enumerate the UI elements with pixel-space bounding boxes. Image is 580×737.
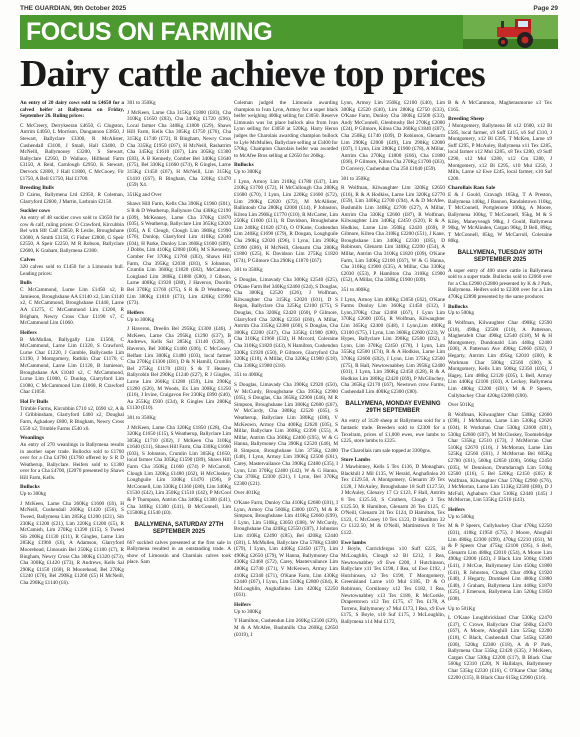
report-paragraph: C McCammond, Lurne Lim £1450 x2, B Jamieson, Broughshane AA £1140 x2, Lim £1140 x2, C McCammond, Broughshane £1440, Larne AA £1275, C McCammond Lim £1200, R Brigham, Newry Cross Char £1190 x7, C McCammond Lim £1060. xyxy=(20,287,124,327)
report-paragraph: J Mawhinney, Kells 5 Tex £136, D Monaghan, Blackhill 2 Mil £135, W Herald, Anghafinlea 20 Tex £129.50, A Montgomery, Glenarm 39 Tex £128, J McAuley, Broughshane 18 Suff £127.50, J McAuley, Glenavy 17 Cr £123, F Hall, Antrim 8 Tex £125.50, S Crothers, Clough 3 Tex £125.50, R Hamilton, Glenarm 26 Tex £125, C O'Neill, Glenarm 24 Tex £124, D Hamilton, Tex £123, C McCooey 10 Tex £123, D Hamilton 32 Cr £122.50, M & O'Neill, Martinstown 8 Tex £122. xyxy=(341,464,445,537)
report-paragraph: 351Kg and Over xyxy=(127,191,162,198)
report-paragraph: Up to 500kg xyxy=(448,310,474,317)
report-paragraph: Lynn, Armoy Lim 250Kg £2100 (£40), Lim 300Kg £2520 (£40), Lim 280Kg £2750 (£33), O'Kane Farm, Dunloy Cha 300Kg £2500 (£33), Andy McConnell, Glenbrushy Bel 270Kg £2000 (£24), P Gilmore, Kilrea Cha 260Kg £1840 (£07), Cha 250Kg £1740 (£09), D Robinson, Glenarm Lim 290Kg £2000 (£49), Lim 290Kg £2000 (£07), I Lynn, Lim 280Kg £1900 (£78), A Millar, Antrim Cha 270Kg £1800 (£66), Cha £1800 (£66), P Gilmore, Kilrea Cha 270Kg £1700 (£63), D Convery, Cushendun Cha 250 £1640 (£59). xyxy=(341,100,445,172)
report-paragraph: The Charollais ram sale topped at 3300gns. xyxy=(341,447,432,454)
report-paragraph: L O'Kane Loughbrickland Char 530Kg £2470 (£37), C Crowe, Ballyclare Char 560kg £2470 (£67), A Moore, Ahoghill Lim 525kg £2200 (£18), C Black, Cushendall Char 545kg £2500 (£00), 520kg £2380 (£18), A & P Park, Ballymena Char 535kg £2420 (£35), J McKeen, Cargan Char 530kg £2200 (£17), B Black Char 560kg £2310 (£20), N Hallidays, Ballymoney Char 535kg £2330 (£16), C O'Kane Char 500kg £2200 (£15), B Black Char 615kg £2960 (£16). xyxy=(448,615,552,681)
subheading: Weanlings xyxy=(20,435,44,442)
report-paragraph: Shaws Hill Farm, Kells Cha 390Kg £1960 (£01), S R & D Weatherup, Ballynure Cha 430Kg £2190 (£09), McKeaney, Larne Cha 370Kg £1870 (£05), S Weatherup, Ballyclare Lim 365Kg £2020 (£05), A E Cleugh, Clough Lim 380Kg £1990 (£76), Dunlop, Glarryford Lim 410Kg £2040 (£04), H Parke, Dunloy Lim 360Kg £1600 (£89), J Dobbs, Lim 410Kg £2080 (£06), M S Kennedy, Comber Fer 370Kg £1760 (£83), Shaws Hill Farm, Cha 395Kg £2030 (£83), S Johnston, Crumlin Lim 360Kg £1820 (£82), McCalmon, Longland Lim 380Kg £1880 (£80), J Gibson, Larne 400Kg £1920 (£80), J Haveron, Doorlin Bel 370Kg £1760 (£75), S R & D Weatherup, Lim 380Kg £1810 (£73), Lim 420Kg £1990 (£73). xyxy=(127,201,231,307)
subheading: Hol Fr Bulls xyxy=(20,398,49,405)
sale-heading: BALLYMENA, TUESDAY 30TH SEPTEMBER 2025 xyxy=(457,249,543,264)
subheading: Breeding Bulls xyxy=(20,185,54,192)
report-paragraph: B & A McCammon, Magherasmorne x3 Tex £165. xyxy=(448,100,552,113)
article-columns xyxy=(20,100,558,732)
report-paragraph: 301 to 350Kg xyxy=(341,175,370,182)
subheading: Suckler cows xyxy=(20,208,50,215)
report-paragraph: Y Hamilton, Cushendun Lim 260Kg £2500 (£29), M & A McAfee, Bushmills Cha 260Kg £2650 (£019), I xyxy=(234,618,338,638)
subheading: Bullocks xyxy=(20,484,40,491)
subheading: Calves xyxy=(20,257,36,264)
report-paragraph: Up to 501Kg xyxy=(448,605,476,612)
report-paragraph: O'Kane Farm, Dunloy Cha 410Kg £2680 (£01), I Lynn, Armoy Cha 560Kg £3000 (£67), M & R Simpson, Broughshane Lim 410Kg £2660 (£99), I Lynn, Lim 510Kg £3050 (£88), W McCurdy, Broughshane Cha 420Kg £2550 (£07), J Johnston Lim 410Kg £2490 (£85), Bel 420Kg £2440 (£81), L McMullen, Ballyclare Cha 570Kg £3400 (£79), I Lynn, Lim 440Kg £2450 (£77), Lim 490Kg £2650 (£79), W Hanna, Ballymoney Cha 430Kg £2460 (£72), Carey, Mastervailance Lim 480Kg £2740 (£71), V McKeown, Armoy Lim 410Kg £2340 (£71), O'Kane Farm, Lim 430Kg £2440 (£67), I Lynn, Lim 510Kg £2800 (£64), R McLoughlin, Anghafinlea Lim 420Kg £2250 (£61). xyxy=(234,500,338,599)
report-paragraph: Coleman judged the Limousin awarding champion to Ivan Lynn, Armoy for a super black heifer weighing 400kg selling for £3050. Reserve Limousin was 1st place bullock also from Ivan Lynn selling for £3050 at 520Kg. Harry Heron judges the Charolais awarding champion bullock to Lyle McMullen, Ballyclare selling at £3400 for 570kg. Champion Charolais heifer was awarded to McAfee Bros selling at £2650 for 260kg. xyxy=(234,100,338,159)
page-number: Page 29 xyxy=(533,5,558,12)
section-banner xyxy=(20,15,558,49)
report-paragraph: I Lynn, Armoy Lim 210Kg £1780 (£47), Lim 210Kg £1700 (£72), H McCullough Cha 280Kg £1680 (£70), I Lynn, Lim 220Kg £1600 (£72), Lim 290Kg £2020 (£72), M McAllister, Ballintoub Cha 280Kg £2000 (£14), P Johnston, Kilrea Lim 290Kg £1770 (£10), R McCarter, Lim 250Kg £1600 (£11), R Davidson, Broughshane Lim 240Kg £1620 (£74), O O'Kane, Cushendun Lim 240Kg £1690 (£79), R Dougan, Loughguile Cha 290Kg £2020 (£96), I Lynn, Lim 290Kg £1990 (£86), H McNeill, Glenarm Cha 280Kg £1800 (£25), K Davidson Lim 275Kg £1820 (£74), P Gilmore Cha 290Kg £1870 (£67). xyxy=(234,178,338,264)
paper-dateline: THE GUARDIAN, 9th October 2025 xyxy=(20,5,127,12)
subheading: Heifers xyxy=(127,309,144,316)
report-paragraph: Up to 300Kg xyxy=(234,608,262,615)
article-column-1 xyxy=(20,100,124,732)
report-paragraph: I Lynn, Armoy Lim 400Kg £3050 (£62), O'Kane Farms Dunloy Lim 360Kg £1450 (£12), I Lynn,370Kg Char £2460 (£67), I Lynn Lim 370Kg £2600 (£05), R Wolfman, Kilwaughter Lim 365Kg £2400 (£48), I Lynn,Lim 400Kg £3100 (£75), I Lynn, Lim 360Kg £2600 (£23), W Hypes, Ballyclare Lim 390Kg £2580 (£62), I Lynn, Lim 370Kg £2450 (£78), I Lynn, Lim 355Kg £2500 (£74), R & A Hodkiss, Larne Lim 370Kg £2600 (£02), I Lynn, Lim 375Kg £2500 (£75), R Hall, Newtownabbey Lim 395Kg £2400 (£01), I Lynn, Lim 390Kg £2450 (£28), R & A Hodkiss Lim 380Kg £2420 (£69), P McGlinchey, Cha 365Kg £2170 (£67), Newtown crow Farms, Cushendall Lim 400Kg £2300 (£80). xyxy=(341,296,445,395)
sale-heading: BALLYMENA, MONDAY EVENING 29TH SEPTEMBER xyxy=(345,400,441,414)
article-column-5 xyxy=(448,100,552,732)
article-column-2 xyxy=(127,100,231,732)
report-paragraph: An entry of 3120 sheep at Ballymena sold for a fantastic trade. Breeders sold to £2300 for a Texelram, prices of £1,000 ewes, ewe lambs to £225, store lambs to £225. xyxy=(341,418,445,445)
report-paragraph: M & P Speers, Cullybackey Char 470kg £2250 (£01), 418kg £1950 (£75), J Moore, Ahoghill Lim 480kg £2300 (£99), 470kg £2210 (£61), M & P Speers Char 475kg £2100 (£95), S Bell, Glenarm Lim 480kg £2010 (£54), A Moore Lim 490kg £2000 (£43), J Black Lim 500kg £1940 (£41), J McCue, Ballymoney Lim 450kg £1800 (£41), R Johnston, Clough Char 490kg £1920 (£40), J Hegarty, Drumkeel Lim 480kg £1880 (£40), J Graham, Ballymena Lim 440kg £1870 (£25), J Emerson, Ballymena Lim 520kg £1850 (£08). xyxy=(448,523,552,602)
report-paragraph: J Montgomery, Ballymena Bl x12 £600, x12 Bl £585, local farmer, x9 Suff £415, x6 Suf £310, J Montgomery, x12 Bl £395, T McKen, Larne x9 Suff £295, P McAuley, Ballymena x11 Tex £285, local farmer x12 Mul £285, x8 Tex £280, x9 Suff £290, x12 Mul £280, x12 Cm £280, J Montgomery, x12 Bl £295, x10 Mul £250, J Mills, Larne x2 Ewe £245, local farmer, x10 Suf £200. xyxy=(448,122,552,182)
article-column-4 xyxy=(341,100,445,732)
report-paragraph: R Wolfman, Kilwaughter Lim 320Kg £2650 (£16), R & A Hodkiss, Larne Lim 320Kg £2770 (£59), Lim 340Kg £2700 (£94), A & D McAfee, Bushmills Lim 340Kg £2700 (£27), A Millar, Antrim Cha 330Kg £2600 (£87), R Wolfman, Kilwaughter Lim 340Kg £2450 (£20), R & A Hodkiss, Larne Lim 350Kg £2420 (£69), P Gilmore, Kilrea Cha 310Kg £2200 (£51), J Kane, Broughshane Lim 340Kg £2330 (£85), D Robinson, Glenarm Lim 340Kg £2200 (£54), A Millar, Antrim Cha 310Kg £1820 (£09), O'Kane Farm, Lim 340Kg £2100 (£67), W & G Hanna, Cha 310Kg £1900 (£35), A Millar, Cha 330Kg £2030 (£53), P Hamilton Cha 310Kg £1900 (£52), A Millar, Cha 330Kg £1900 (£09). xyxy=(341,185,445,284)
report-paragraph: D Cairns, Ballymena Ltd £2950, R Coleman, Glarryford £2600, J Martin, Larbrain £2150. xyxy=(20,191,124,205)
sale-heading: BALLYMENA, SATURDAY 27TH SEPTEMBER 2025 xyxy=(134,521,224,536)
report-paragraph: Up to 300Kg xyxy=(127,316,155,323)
subheading: Heifers xyxy=(448,507,465,514)
report-paragraph: An entry of 48 suckler cows sold to £3650 for a cow & calf, ruling prices: O Crawford, Kircubbin Bel with Hfr Calf £3650, R Leslie, Broughshane £3600, A Smith £3150, G Fisher £2800, G Speir £2550, A Speir £2250, M R Robson, Ballyclare £2600, K Graham, Ballymena £2300. xyxy=(20,214,124,254)
report-paragraph: Up to 300Kg xyxy=(234,169,262,176)
report-paragraph: J McKeen, Larne Cha 320Kg £1850 (£28), Cha 320Kg £1650 (£15), S Weatherup, Ballyclare Lim 305Kg £1710 (£02), J McKeen Cha 310Kg £1640 (£11), Shaws Hill Farm, Cha 330Kg £1660 (£03), S Johnston, Crumlin Lim 305Kg £1650, local farmer Cha 305Kg £1590 (£89), Shaws Hill Farm Cha 350Kg £1660 (£74) P McCarroll, Clough Lim 320Kg £1480 (£62), H McCloskey, Loughguile Lim 330Kg £1470 (£96), P McConnell, Lim 330Kg £1360 (£80), Lim 340Kg £1530 (£42), Lim 350Kg £1510 (£42), P McCool & P Thompson, Antrim Cha 340Kg £1300 (£41), Cha 340Kg £1300 (£41), B McConnell, Lim £1500Kg £1540 (£0). xyxy=(127,424,231,517)
report-paragraph: Up to 300kg xyxy=(20,491,46,498)
report-paragraph: 351 to 400Kg xyxy=(234,372,263,379)
subheading: Heifers xyxy=(234,601,251,608)
report-paragraph: 351 to 400Kg xyxy=(341,287,370,294)
article-column-3 xyxy=(234,100,338,732)
subheading: Heifers xyxy=(20,329,37,336)
subheading: Charollais Ram Sale xyxy=(448,185,496,192)
report-paragraph: Trimble Farms, Kircubbin £710 x2, £690 x2, A & J Gribbinsham, Glarryford £460 x2, Dougbal Farm, Aghadoey £800, R Bingham, Newry Cross £550 x2, Trimble Farms £540 x6. xyxy=(20,405,124,432)
report-paragraph: 320 calves sold to £1450 for a Limousin bull. Leading prices: xyxy=(20,264,124,277)
subheading: Ewe lambs xyxy=(341,539,367,546)
report-paragraph: A super entry of 400 store cattle in Ballymena sold to a super trade. Bullocks sold to £2660 over for a Cha £2960 (£2800 presented by K & J Park, Ballymena. Heifers sold to £2300 over for a Lim 470Kg £2890 presented by the same producer. xyxy=(448,267,552,301)
report-paragraph: R Wolfman, Kilwaughter Char 530Kg £2660 (£98), J McMorran, Larne Lim 530Kg £2620 (£04), R Workman Char 530kg £2600 (£01), 530kg £2600 (£07), M McCloskey, Toomebridge Char 535Kg £2510 (£73), J McMorran Char 510Kg £2670 (£16), J McMorran, Larne Lim 525Kg £2560 (£61), J McMorran Bel 605Kg £2780 (£61), 560kg £2650 (£06), 560kg £2450 (£05), W Dennison, Drumdarragh Lim 510kg £2500 (£16), 5 Bel 520Kg £2150 (£65) R Wolfman, Kilwaughter Char 570kg £2960 (£76), J McMorran, Larne Lim 513Kg £2580 (£80), D J McFall, Aghaburn Char 510Kg £2440 (£45) J McMorran, Lim 535Kg £2510 (£43). xyxy=(448,411,552,504)
subheading: Store Lambs xyxy=(341,457,371,464)
main-headline: Dairy cattle achieve top prices xyxy=(20,53,485,95)
section-title: FOCUS ON FARMING xyxy=(26,17,273,46)
report-paragraph: Over 501Kg xyxy=(448,402,474,409)
report-paragraph: 301 to 350Kg xyxy=(127,414,156,421)
report-paragraph: B McMullan, Ballygally Lim £1560, C McCammond, Larne Lim £1320, S Crawford, Lurne Char £1220, J Gamble, Ballycastle Lim £1190, J Montgomery, Rathlin Char £1170, C McCammond, Larne Lim £1120, B Jamieson, Broughshane AA £1040 x2, C McCammond, Lurne Lim £1000, G Dunlop, Glarryford Lim £1080, C McCammond Lim £1060, R Crawford Char £1050. xyxy=(20,336,124,396)
lead-paragraph: An entry of 20 dairy cows sold to £4650 for a calved heifer at Ballymena on Friday, September 26. Ruling prices: xyxy=(20,100,124,120)
report-paragraph: 667 suckled calves presented at the first sale in Ballymena resulted in an outstanding trade. A show of Limousin and Charolais calves took place. Sam xyxy=(127,539,231,566)
report-paragraph: J McKeen, Larne Cha 260Kg £1600 (£6), H McNeill, Cushendall 260Kg £1420 (£56), S Tweed, Ballymena Lim 285Kg £1200 (£21), Sib 230Kg £1200 (£21), Lim 220Kg £1200 (£5), R McCamish, Lim 270Kg £1390 (£15), S Tweed Sib 200Kg £1130 (£11), R Gingles, Larne Lim 285Kg £1960 (£6), A Adamson, Glarryford Moorehead, Limousin Bel 250Kg £1180 (£7), R Bingham, Newry Cross Cha 300Kg £1320 (£73), Cha 300Kg £1420 (£73), R Andrews, Kells Sal 290Kg £1150 (£60), R Moorehead, Bel 270Kg £1240 (£76), Bel 290Kg £1260 (£5) H McNeill, Cha 290Kg £1140 (£6). xyxy=(20,500,124,586)
report-paragraph: 301 to 350Kg xyxy=(234,267,263,274)
subheading: Bullocks xyxy=(448,303,468,310)
report-paragraph: C McCreery, Derrykeeran £4650, G Clugston, Antrim £4050, L Morrison, Dungannon £3850, J Stewart, Ballyclare £3300, R McAlister, Cushendall £3100, J Small, Hall £3400, D McNeill, Ballymoney £3200, S Stewart, Ballyclare £2950, D Wallace, Hillhead Farm £3150, A Reid, Carnlough £2950, K Stewart, Dervock £2800, J Hall £1800, C McCooey, Fir £1750, A Bell £1750, Hal £1700. xyxy=(20,122,124,182)
tractor-icon xyxy=(463,15,558,49)
report-paragraph: Up to 500kg xyxy=(448,513,474,520)
page-header-bar xyxy=(20,5,558,15)
report-paragraph: J McKeen, Larne Cha 315Kg £1800 (£83), Cha 310Kg £1650 (£83), Cha 340Kg £1720 (£96), Local farmer Cha 340Kg £1800 (£29), Shaws Hill Farm, Kells Cha 305Kg £1750 (£76), Cha 315Kg £1740 (£72), R Bingham, Newry Cross Cha 335Kg £1950 (£67), H McNeill, Rashatrim Cha 345Kg £1610 (£67), Lim 305Kg £1300 (£83), A B Kennedy, Comber Bel 340Kg £1640 (£75), Bel 330Kg £1660 (£74), R Gingles, Larne 315Kg £1450 (£67), H McNeill, Lim 315Kg £1410 (£67), R Bingham, Cha 320Kg £1470 (£59) X4. xyxy=(127,109,231,189)
report-paragraph: J Haveron, Dreelin Bel 295Kg £1300 (£46), J McKeen, Larne Cha 295Kg £1290 (£37), B Andrews, Kells Sal 285Kg £1140 (£28), J Haveron, Bel 300Kg £1460 (£06), C McCooey, Belfast Lim 300Kg £1480 (£03), local farmer Cha 270Kg £1300 (£81), D & N Hamill, Crumlin Bel 275Kg £1170 (£81) S & T Heaney, Ballyrobin Bel 290Kg £1240 (£27), R J Gingles, Larne Lim 260Kg £1280 (£59), Lim 290Kg £1260 (£26), M Woods, Ex Lim 300Kg £1250 (£16), J Irvine, Craigavon Fer 230Kg £890 (£40), Aa 255Kg £930 (£34), R Gingles Lim 280Kg £1130 (£10). xyxy=(127,326,231,412)
report-paragraph: S Douglas, Limavady Cha 390Kg £2920 (£50), W McCurdy, Broughshane Cha 395Kg £2900 (£65), S Douglas, Cha 365Kg £2900 (£46), M R Simpson, Broughshane Lim 380Kg £2680 (£67), W McCurdy, Cha 380Kg £2520 (£65), S Weatherup, Ballyclare Lim 380Kg (£86), V McKeown, Armoy Cha 400Kg £2620 (£05), S Millar, Ballyclare Lim 360Kg £2390 (£55), A Millar, Antrim Cha 360Kg £2400 (£95), W & G Hanna, Ballymoney Cha 390Kg £2520 (£46), M R Simpson, Broughshane Lim 375Kg £2400 (£40), I Lynn, Armoy Lim 390Kg £2500 (£61), Carey, Mastervailance Cha 390Kg £2480 (£35), I Lynn, Lim 370Kg £2400 (£42), W & G Hanna, Cha 370Kg £2300 (£21), I Lynn, Bel 370Kg £2300 (£21). xyxy=(234,381,338,487)
report-paragraph: S Douglas, Limavady Cha 300Kg £2540 (£25), O'Kane Farm Bel 340Kg £2460 (£24), S Douglas, Cha 300Kg £2520 (£26), J Wolfman, Kilwaughter Cha 315Kg £2020 (£01), D S Regan, Ballyclare Cha 325Kg £2100 (£75), S Douglas, Cha 320Kg £2420 (£60), P Gilmore, Glarryford Cha 320Kg £2350 (£60), A Millar, Antrim Cha 335Kg £2380 (£60), S Douglas, Cha 300Kg £2200 (£47), Cha 335Kg £1980 (£80), Cha 310Kg £1960 (£32), H Mccord, Coleraine Cha 310Kg £1820 (£43), N Hamilton, Cushendun 330Kg £1920 (£50), P Gilmore, Glarryford Cha 320Kg (£18), A Millar, Cha 320Kg £1980 (£18), Cha 330Kg £1980 (£18). xyxy=(234,277,338,369)
report-paragraph: An entry of 270 weanlings in Ballymena results in another super trade. Bullocks sold to £1760 over for a Cha £4760 (£1760 offered by S R D Weatherup, Ballyclare. Heifers sold to £1300 over for a Cha £4700, (£2070 presented by Shaws Hill Farm, Kells. xyxy=(20,441,124,481)
subheading: Bullocks xyxy=(234,162,254,169)
report-paragraph: E & J Gould, Gravagh 165kg, T A Preston, Ballymena 140kg, J Bannon, Randalstown 110kg, T McConnell, Portglenone 100kg, A Moore, Ballymena 100kg, T McConnell, 95kg, M & S Kiley, Maneyveagh 90kg, J Gould, Ballymena 90kg, W McAlinden, Cargan 90kg, D Bell, 89kg, T McConnell, 85kg, W McCarroll, Coleraine 80kg. xyxy=(448,192,552,245)
subheading: Breeding Sheep xyxy=(448,116,484,123)
report-paragraph: R Wolfman, Kilwaughter Char 490Kg £2590 (£18), 490kg £2500 (£10), A Patterson, Magherafelt Char 490kg £2540 (£18), M & H Montgomery, Dundonald Lim 440kg £2400 (£06), A Patterson Ave 490kg £2660 (£02), J Hegarty, Antrim Lim 495kg £2010 (£00), R Workman Char 500kg £2560 (£00), K Montgomery, Kells Lim 500kg £2350 (£05), J Hagey, Lim 480kg £2120 (£05), L Bell, Armoy Lim 440Kg £2100 (£03), A Leckey, Ballymena Lim 480kg £2200 (£01), M & P Speers, Cullybackey Char 420kg £2080 (£00). xyxy=(448,320,552,399)
report-paragraph: J Boyle, Carrickfergus x10 Suff £225, H McLoughlin, Clough x2 Bl £212, I Rea, Newtownabbey x9 Ewe £200, J Hutchinson, Ballyclare x11 Tex £198, J Rea, x4 Ewe £192, J Hutchinson, x2 Tex £190, T Montgomery, Greenisland Larne x10 Mul £185, D & O Robinson, Cornilonsy x12 Tex £182, I Rea, Newtownabbey x13 Tex £180, R McCorkle, Draperstown x12 Tex £175, x7 Tex £178, A Torrens, Ballymoney x7 Mul £173, I Rea, x9 Ewe £175, S Boyle, x10 Suf £175, J McLoughlin, Ballymena x14 Mul £172, xyxy=(341,546,445,625)
report-paragraph: 301 to 350Kg xyxy=(127,100,156,106)
report-paragraph: Over 401Kg xyxy=(234,490,260,497)
subheading: Bulls xyxy=(20,280,32,287)
